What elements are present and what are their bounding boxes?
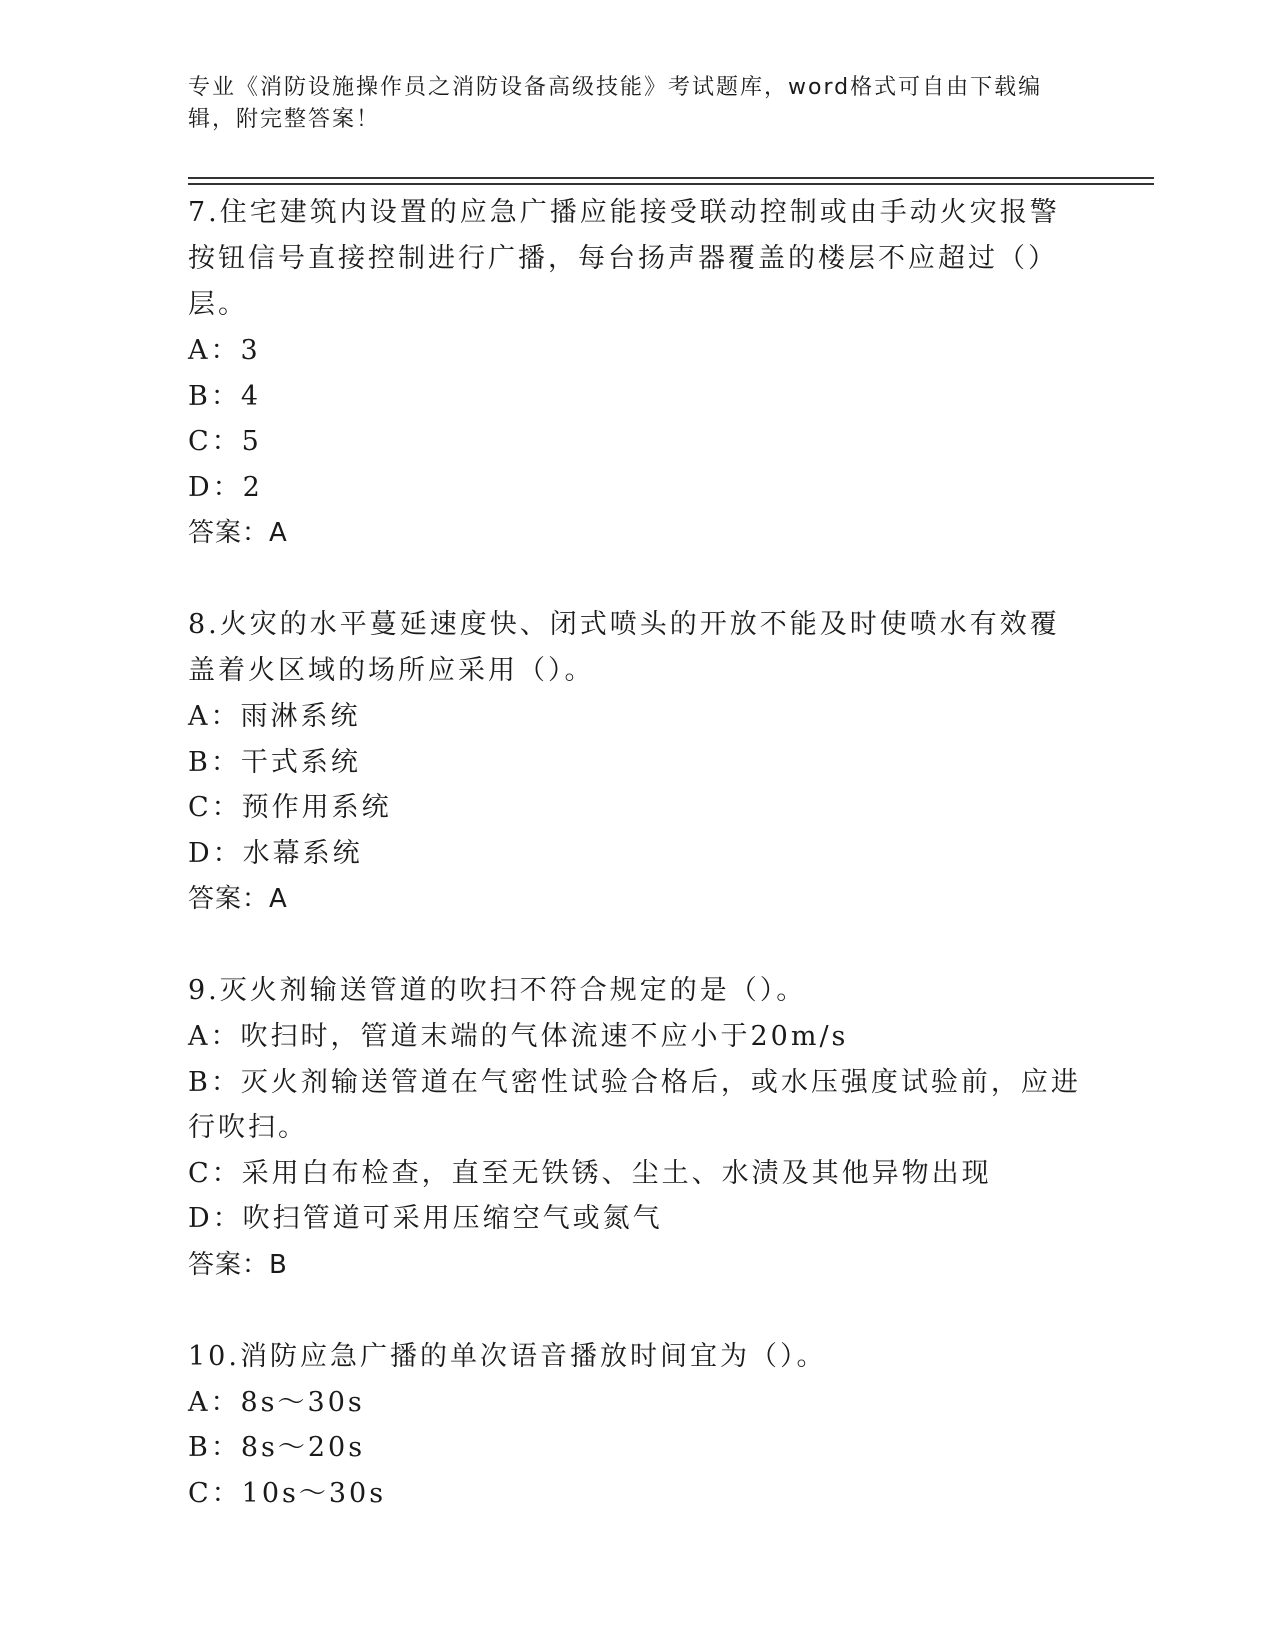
question-7-text: 7.住宅建筑内设置的应急广播应能接受联动控制或由手动火灾报警按钮信号直接控制进行广播，每台扬声器覆盖的楼层不应超过（）层。 [188, 197, 1060, 320]
question-10-option-a: A：8s～30s [188, 1386, 365, 1418]
question-7-option-b: B：4 [188, 380, 262, 412]
question-8-option-c: C：预作用系统 [188, 792, 392, 823]
question-7-answer: 答案：A [188, 518, 288, 548]
question-spacer [188, 1288, 1088, 1334]
question-9-option-b: B：灭火剂输送管道在气密性试验合格后，或水压强度试验前，应进行吹扫。 [188, 1066, 1081, 1143]
question-spacer [188, 922, 1088, 968]
question-9-option-d: D：吹扫管道可采用压缩空气或氮气 [188, 1203, 663, 1234]
question-8-option-b: B：干式系统 [188, 746, 361, 778]
question-9-option-c: C：采用白布检查，直至无铁锈、尘土、水渍及其他异物出现 [188, 1157, 992, 1189]
question-9 [188, 968, 1088, 1288]
question-8-answer: 答案：A [188, 884, 288, 914]
document-header: 专业《消防设施操作员之消防设备高级技能》考试题库，word格式可自由下载编辑，附完整答案！ [188, 75, 1043, 132]
question-8 [188, 602, 1088, 922]
question-9-option-a: A：吹扫时，管道末端的气体流速不应小于20m/s [188, 1021, 849, 1052]
header-divider-bottom [188, 183, 1154, 185]
question-7 [188, 190, 1088, 556]
question-10 [188, 1334, 1088, 1517]
question-list [188, 190, 1088, 1516]
question-10-option-c: C：10s～30s [188, 1477, 387, 1509]
question-8-option-a: A：雨淋系统 [188, 701, 361, 732]
header-divider-top [188, 177, 1154, 179]
question-9-answer: 答案：B [188, 1249, 288, 1280]
question-10-text: 10.消防应急广播的单次语音播放时间宜为（）。 [188, 1340, 827, 1372]
question-8-text: 8.火灾的水平蔓延速度快、闭式喷头的开放不能及时使喷水有效覆盖着火区域的场所应采用（）。 [188, 609, 1060, 686]
question-spacer [188, 556, 1088, 602]
question-7-option-a: A：3 [188, 335, 261, 366]
question-10-option-b: B：8s～20s [188, 1432, 366, 1463]
question-7-option-c: C：5 [188, 426, 262, 457]
question-9-text: 9.灭火剂输送管道的吹扫不符合规定的是（）。 [188, 975, 807, 1006]
question-7-option-d: D：2 [188, 471, 263, 503]
question-8-option-d: D：水幕系统 [188, 837, 363, 869]
